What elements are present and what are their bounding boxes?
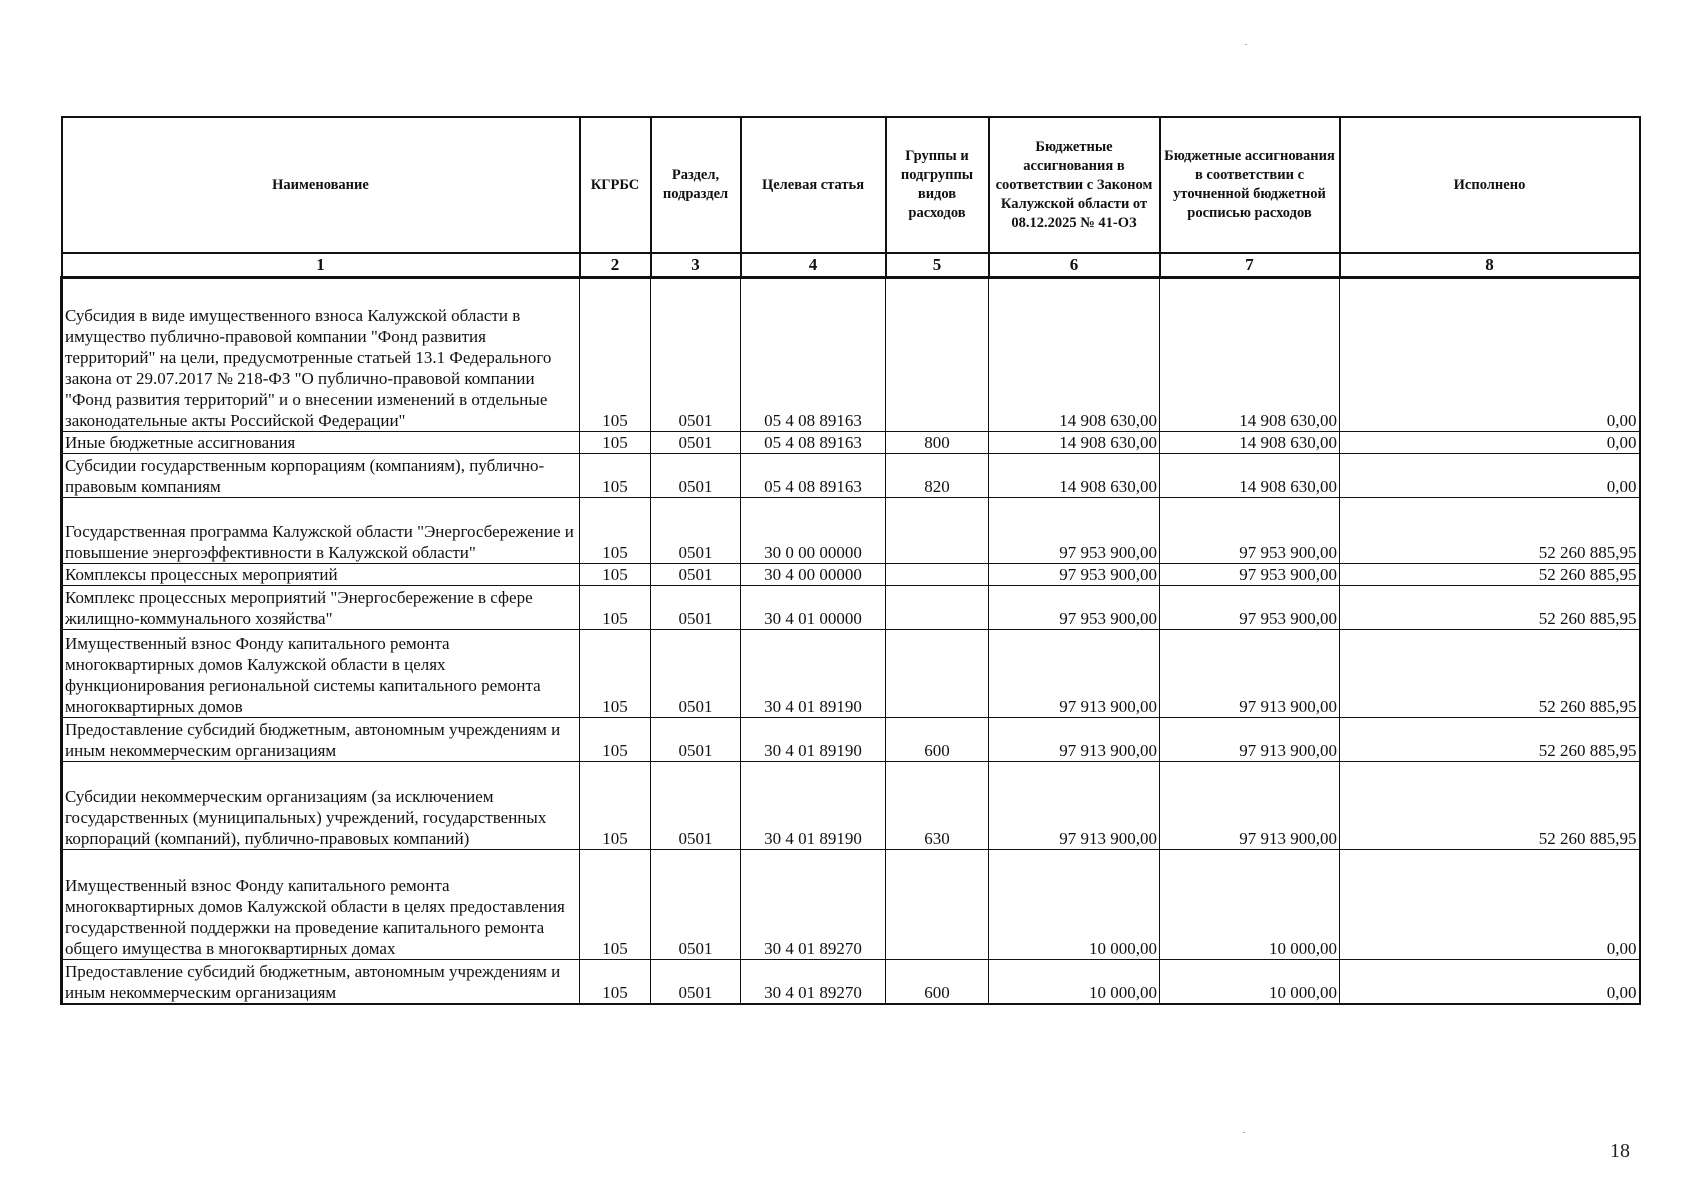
scan-speck [1245,44,1247,45]
header-expense-group: Группы и подгруппы видов расходов [886,117,989,253]
row-law-allocation: 97 953 900,00 [989,498,1160,564]
row-law-allocation: 97 913 900,00 [989,762,1160,850]
header-section: Раздел, подраздел [651,117,741,253]
scan-speck [1243,1132,1245,1133]
row-target-article: 30 4 01 00000 [741,586,886,630]
row-executed: 52 260 885,95 [1340,564,1640,586]
row-executed: 0,00 [1340,278,1640,432]
row-refined-allocation: 97 953 900,00 [1160,564,1340,586]
row-section: 0501 [651,762,741,850]
row-name: Комплексы процессных мероприятий [62,564,580,586]
row-executed: 0,00 [1340,432,1640,454]
row-kgrbs: 105 [580,630,651,718]
row-expense-group [886,586,989,630]
row-name: Государственная программа Калужской области "Энергосбережение и повышение энергоэффективности в Калужской области" [62,498,580,564]
row-executed: 52 260 885,95 [1340,762,1640,850]
table-row [62,454,1640,498]
row-kgrbs: 105 [580,564,651,586]
table-row [62,960,1640,1004]
header-target-article: Целевая статья [741,117,886,253]
row-law-allocation: 14 908 630,00 [989,454,1160,498]
table-row [62,564,1640,586]
row-section: 0501 [651,718,741,762]
row-kgrbs: 105 [580,454,651,498]
row-expense-group: 820 [886,454,989,498]
header-name: Наименование [62,117,580,253]
row-target-article: 05 4 08 89163 [741,432,886,454]
row-law-allocation: 97 913 900,00 [989,718,1160,762]
table-row [62,762,1640,850]
row-name: Имущественный взнос Фонду капитального ремонта многоквартирных домов Калужской области в целях функционирования региональной системы капитального ремонта многоквартирных домов [62,630,580,718]
row-target-article: 30 4 00 00000 [741,564,886,586]
column-number: 2 [580,253,651,278]
row-law-allocation: 10 000,00 [989,850,1160,960]
row-name: Предоставление субсидий бюджетным, автономным учреждениям и иным некоммерческим организациям [62,960,580,1004]
column-number: 5 [886,253,989,278]
row-executed: 0,00 [1340,960,1640,1004]
row-section: 0501 [651,850,741,960]
row-expense-group: 800 [886,432,989,454]
row-expense-group [886,850,989,960]
column-number: 8 [1340,253,1640,278]
column-number-row [62,253,1640,278]
row-law-allocation: 97 913 900,00 [989,630,1160,718]
budget-table [60,116,1641,1005]
page-number: 18 [1610,1140,1630,1162]
row-expense-group [886,564,989,586]
row-section: 0501 [651,432,741,454]
row-target-article: 30 4 01 89190 [741,762,886,850]
row-name: Иные бюджетные ассигнования [62,432,580,454]
row-expense-group [886,278,989,432]
row-name: Субсидии некоммерческим организациям (за исключением государственных (муниципальных) учреждений, государственных корпораций (компаний), публично-правовых компаний) [62,762,580,850]
table-header [62,117,1640,278]
row-target-article: 30 0 00 00000 [741,498,886,564]
row-refined-allocation: 14 908 630,00 [1160,432,1340,454]
row-law-allocation: 14 908 630,00 [989,278,1160,432]
row-name: Имущественный взнос Фонду капитального ремонта многоквартирных домов Калужской области в целях предоставления государственной поддержки на проведение капитального ремонта общего имущества в многоквартирных домах [62,850,580,960]
row-expense-group [886,630,989,718]
row-kgrbs: 105 [580,960,651,1004]
table-row [62,278,1640,432]
row-section: 0501 [651,564,741,586]
table-row [62,498,1640,564]
row-refined-allocation: 97 953 900,00 [1160,586,1340,630]
column-number: 4 [741,253,886,278]
row-target-article: 30 4 01 89190 [741,718,886,762]
row-executed: 0,00 [1340,850,1640,960]
header-refined-allocation: Бюджетные ассигнования в соответствии с уточненной бюджетной росписью расходов [1160,117,1340,253]
table-row [62,850,1640,960]
column-number: 6 [989,253,1160,278]
row-expense-group: 600 [886,960,989,1004]
row-section: 0501 [651,586,741,630]
row-law-allocation: 97 953 900,00 [989,564,1160,586]
table-row [62,586,1640,630]
table-body [62,278,1640,1004]
row-kgrbs: 105 [580,762,651,850]
row-expense-group: 630 [886,762,989,850]
row-section: 0501 [651,960,741,1004]
row-executed: 52 260 885,95 [1340,586,1640,630]
row-refined-allocation: 97 953 900,00 [1160,498,1340,564]
table-row [62,630,1640,718]
row-law-allocation: 10 000,00 [989,960,1160,1004]
row-target-article: 05 4 08 89163 [741,278,886,432]
column-number: 7 [1160,253,1340,278]
row-refined-allocation: 14 908 630,00 [1160,454,1340,498]
row-executed: 52 260 885,95 [1340,630,1640,718]
row-section: 0501 [651,498,741,564]
header-law-allocation: Бюджетные ассигнования в соответствии с Законом Калужской области от 08.12.2025 № 41-ОЗ [989,117,1160,253]
column-number: 1 [62,253,580,278]
row-target-article: 05 4 08 89163 [741,454,886,498]
row-kgrbs: 105 [580,718,651,762]
table-row [62,432,1640,454]
row-refined-allocation: 10 000,00 [1160,850,1340,960]
header-row [62,117,1640,253]
row-law-allocation: 97 953 900,00 [989,586,1160,630]
budget-page [60,116,1638,1005]
column-number: 3 [651,253,741,278]
row-law-allocation: 14 908 630,00 [989,432,1160,454]
row-executed: 52 260 885,95 [1340,498,1640,564]
row-refined-allocation: 97 913 900,00 [1160,762,1340,850]
row-refined-allocation: 10 000,00 [1160,960,1340,1004]
row-kgrbs: 105 [580,432,651,454]
row-section: 0501 [651,630,741,718]
row-expense-group: 600 [886,718,989,762]
row-refined-allocation: 14 908 630,00 [1160,278,1340,432]
row-refined-allocation: 97 913 900,00 [1160,630,1340,718]
row-executed: 52 260 885,95 [1340,718,1640,762]
row-executed: 0,00 [1340,454,1640,498]
row-name: Субсидии государственным корпорациям (компаниям), публично-правовым компаниям [62,454,580,498]
row-target-article: 30 4 01 89190 [741,630,886,718]
row-name: Предоставление субсидий бюджетным, автономным учреждениям и иным некоммерческим организациям [62,718,580,762]
header-kgrbs: КГРБС [580,117,651,253]
row-target-article: 30 4 01 89270 [741,850,886,960]
row-name: Комплекс процессных мероприятий "Энергосбережение в сфере жилищно-коммунального хозяйства" [62,586,580,630]
table-row [62,718,1640,762]
row-section: 0501 [651,278,741,432]
row-expense-group [886,498,989,564]
row-refined-allocation: 97 913 900,00 [1160,718,1340,762]
row-section: 0501 [651,454,741,498]
row-kgrbs: 105 [580,278,651,432]
row-name: Субсидия в виде имущественного взноса Калужской области в имущество публично-правовой компании "Фонд развития территорий" на цели, предусмотренные статьей 13.1 Федерального закона от 29.07.2017 № 218-ФЗ "О публично-правовой компании "Фонд развития территорий" и о внесении изменений в отдельные законодательные акты Российской Федерации" [62,278,580,432]
row-kgrbs: 105 [580,498,651,564]
row-kgrbs: 105 [580,850,651,960]
row-target-article: 30 4 01 89270 [741,960,886,1004]
row-kgrbs: 105 [580,586,651,630]
header-executed: Исполнено [1340,117,1640,253]
